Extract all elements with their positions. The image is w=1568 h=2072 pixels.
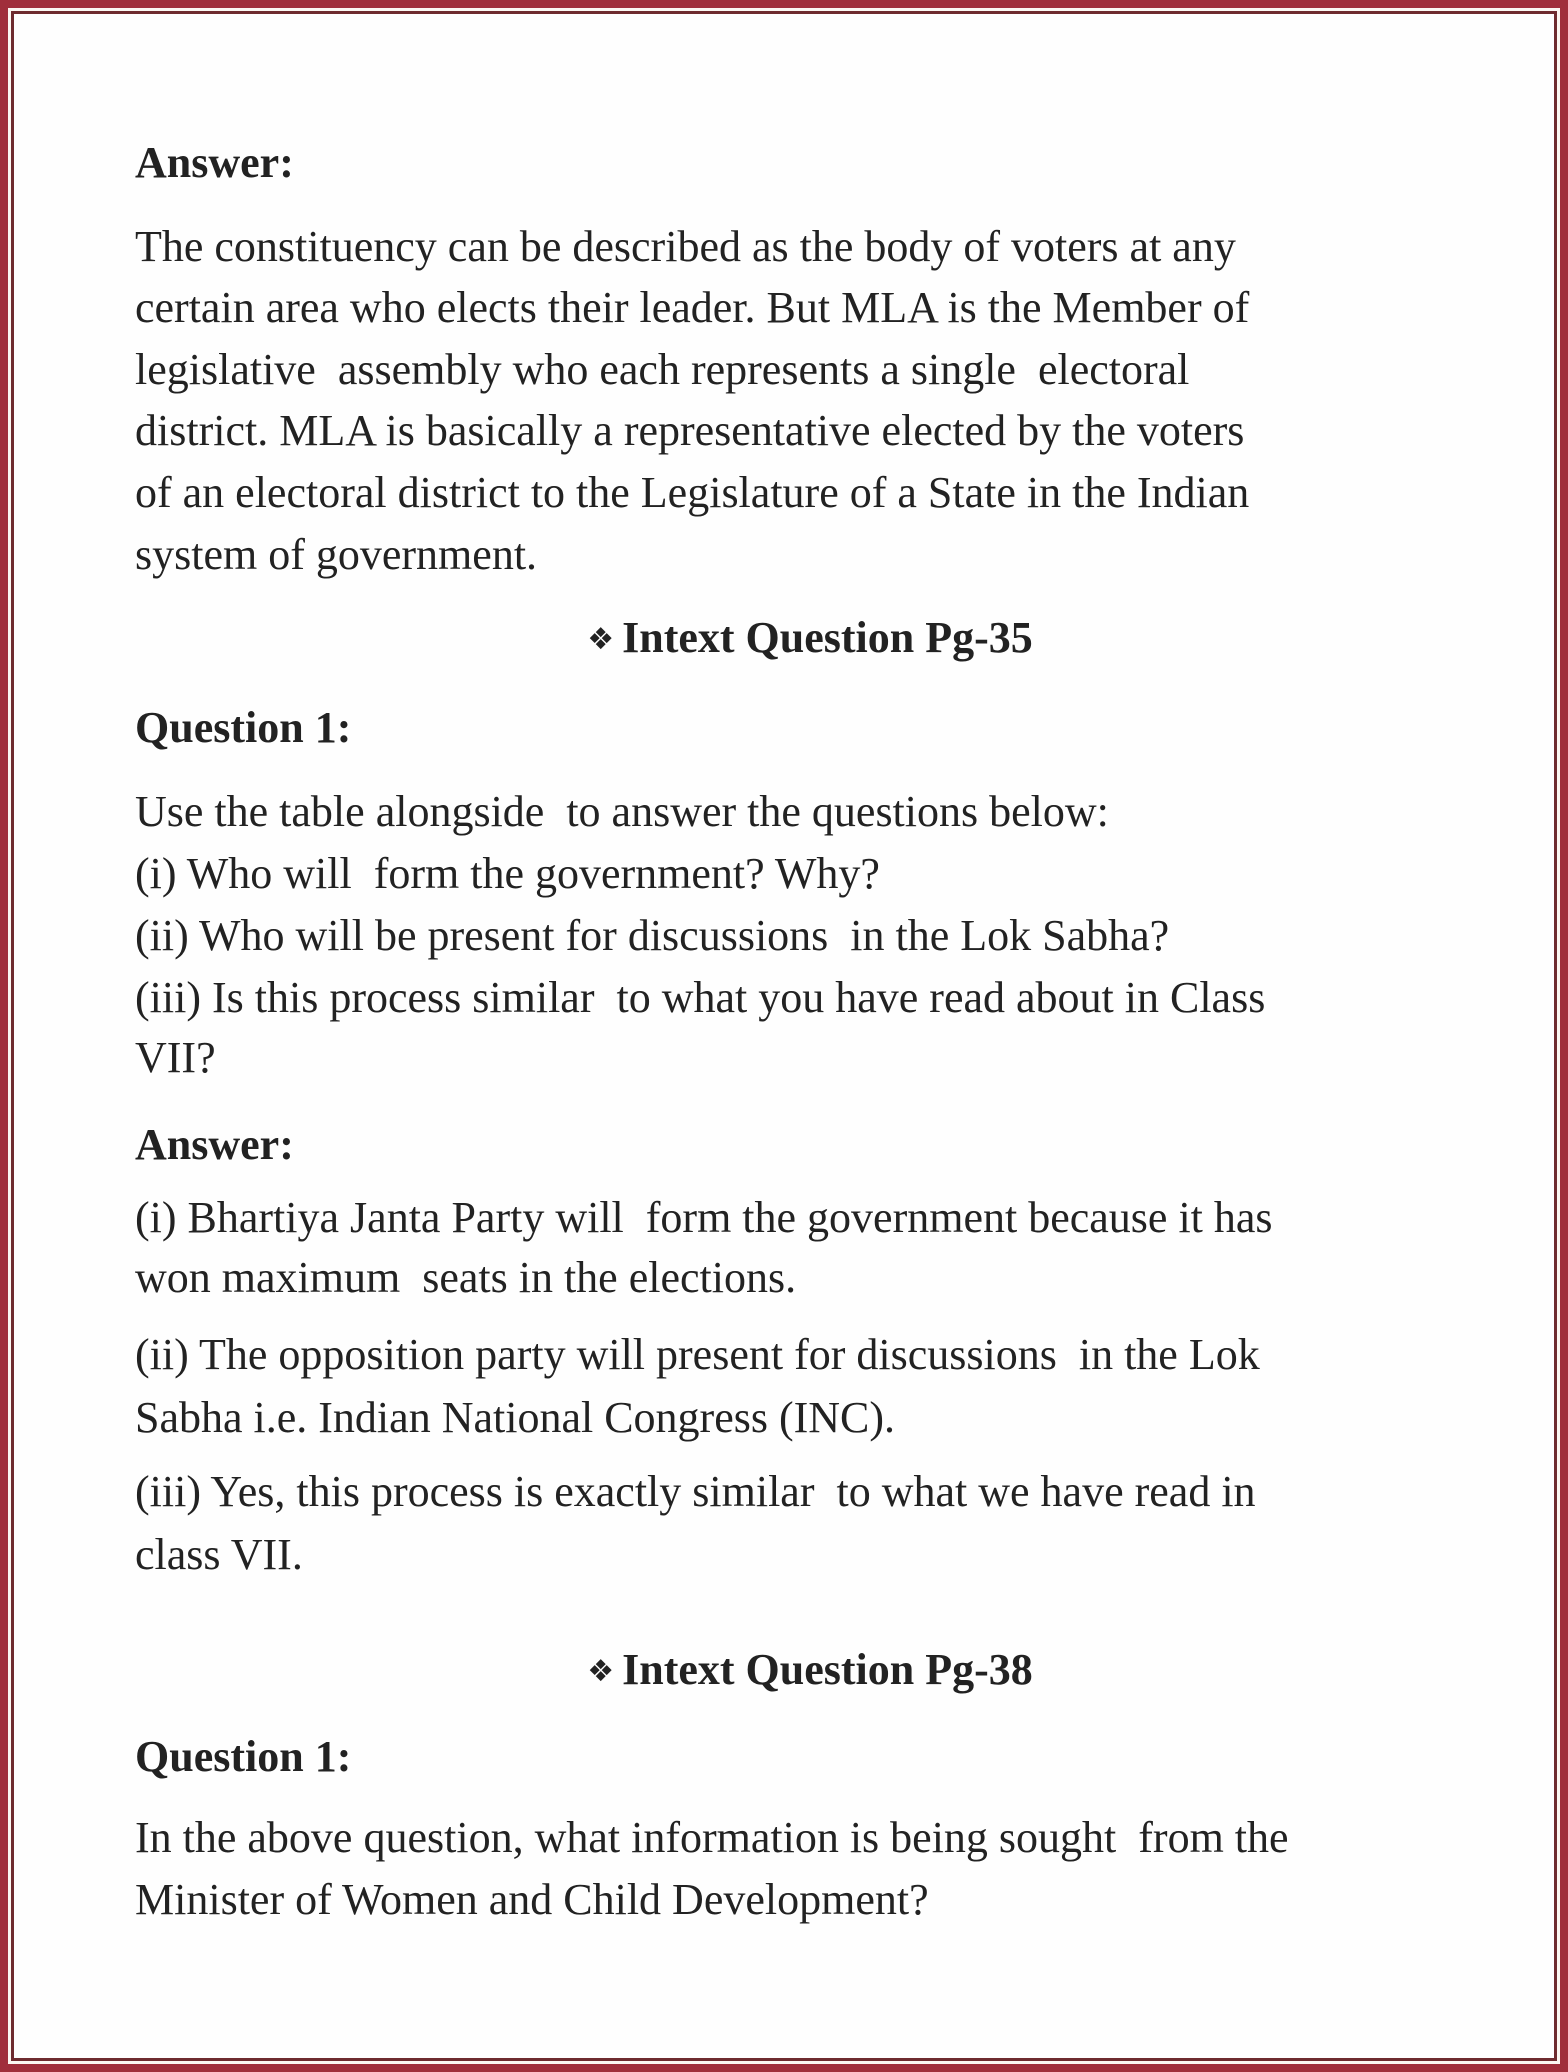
line-text: (ii) The opposition party will present for discussions in the Lok xyxy=(135,1330,1260,1379)
line-text: Question 1: xyxy=(135,1732,352,1781)
line-text: Minister of Women and Child Development? xyxy=(135,1875,929,1924)
line-text: class VII. xyxy=(135,1530,303,1579)
block-label xyxy=(135,1114,294,1176)
text-line xyxy=(135,400,1244,462)
block-label xyxy=(135,1726,351,1788)
text-line xyxy=(135,216,1236,278)
text-line xyxy=(135,781,1109,843)
line-text: certain area who elects their leader. But MLA is the Member of xyxy=(135,283,1250,332)
text-line xyxy=(135,843,880,905)
line-text: system of government. xyxy=(135,530,538,579)
text-line xyxy=(135,1324,1260,1386)
line-text: Answer: xyxy=(135,138,294,187)
text-line xyxy=(135,1027,216,1089)
text-line xyxy=(135,339,1189,401)
block-label xyxy=(135,697,351,759)
line-text: (ii) Who will be present for discussions in the Lok Sabha? xyxy=(135,911,1170,960)
text-line xyxy=(135,905,1169,967)
text-line xyxy=(135,1869,929,1931)
line-text: Sabha i.e. Indian National Congress (INC). xyxy=(135,1393,896,1442)
text-line xyxy=(135,462,1249,524)
line-text: Question 1: xyxy=(135,703,352,752)
line-text: Intext Question Pg-35 xyxy=(622,613,1033,662)
line-text: of an electoral district to the Legislature of a State in the Indian xyxy=(135,468,1250,517)
text-line xyxy=(135,277,1249,339)
line-text: (i) Bhartiya Janta Party will form the government because it has xyxy=(135,1193,1273,1242)
text-line xyxy=(135,524,537,586)
line-text: VII? xyxy=(135,1033,216,1082)
block-label xyxy=(135,132,294,194)
text-line xyxy=(135,967,1265,1029)
line-text: Use the table alongside to answer the questions below: xyxy=(135,787,1109,836)
four-diamond-bullet-icon: ❖ xyxy=(587,622,615,657)
line-text: (iii) Is this process similar to what you have read about in Class xyxy=(135,973,1266,1022)
text-line xyxy=(135,1807,1289,1869)
line-text: Intext Question Pg-38 xyxy=(622,1645,1033,1694)
line-text: (iii) Yes, this process is exactly similar to what we have read in xyxy=(135,1467,1256,1516)
line-text: In the above question, what information is being sought from the xyxy=(135,1813,1289,1862)
line-text: district. MLA is basically a representative elected by the voters xyxy=(135,406,1245,455)
line-text: won maximum seats in the elections. xyxy=(135,1253,797,1302)
line-text: (i) Who will form the government? Why? xyxy=(135,849,880,898)
text-line xyxy=(135,1247,796,1309)
line-text: The constituency can be described as the body of voters at any xyxy=(135,222,1236,271)
text-line xyxy=(135,1187,1273,1249)
text-line xyxy=(135,1461,1256,1523)
section-heading-line xyxy=(0,607,1568,671)
text-line xyxy=(135,1524,303,1586)
four-diamond-bullet-icon: ❖ xyxy=(587,1654,615,1689)
line-text: Answer: xyxy=(135,1120,294,1169)
line-text: legislative assembly who each represents a single electoral xyxy=(135,345,1190,394)
section-heading-line xyxy=(0,1639,1568,1703)
text-line xyxy=(135,1387,895,1449)
